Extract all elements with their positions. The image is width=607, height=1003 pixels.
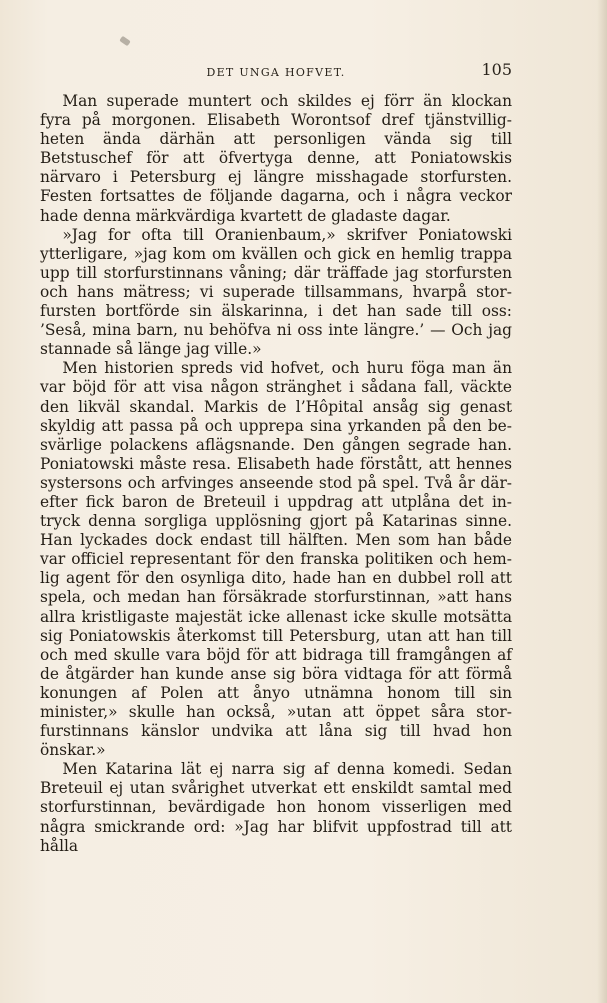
- ink-speck: [119, 36, 131, 47]
- running-title: DET UNGA HOFVET.: [206, 66, 346, 79]
- paragraph: Man superade muntert och skildes ej förr än klockan fyra på morgonen. Elisabeth Worontsof dref tjänstvilligheten ända därhän att personligen vända sig till Betstuschef för att öfvertyga denne, att Poniatowskis närvaro i Petersburg ej längre misshagade storfursten. Festen fortsattes de följande dagarna, och i några veckor hade denna märkvärdiga kvartett de gladaste dagar.: [40, 92, 512, 225]
- paragraph: »Jag for ofta till Oranienbaum,» skrifver Poniatowski ytterligare, »jag kom om kvällen och gick en hemlig trappa upp till storfurstinnans våning; där träffade jag storfursten och hans mätress; vi superade tillsammans, hvarpå storfursten bortförde sin älskarinna, i det han sade till oss: ’Seså, mina barn, nu behöfva ni oss inte längre.’ — Och jag stannade så länge jag ville.»: [40, 225, 512, 359]
- paragraph: Men historien spreds vid hofvet, och huru föga man än var böjd för att visa någon stränghet i sådana fall, väckte den likväl skandal. Markis de l’Hôpital ansåg sig genast skyldig att passa på och upprepa sina yrkanden på den besvärlige polackens aflägsnande. Den gången segrade han. Poniatowski måste resa. Elisabeth hade förstått, att hennes systersons och arfvinges anseende stod på spel. Två år därefter fick baron de Breteuil i uppdrag att utplåna det intryck denna sorgliga upplösning gjort på Katarinas sinne. Han lyckades dock endast till hälften. Men som han både var officiel representant för den franska politiken och hemlig agent för den osynliga dito, hade han en dubbel roll att spela, och medan han försäkrade storfurstinnan, »att hans allra kristligaste majestät icke allenast icke skulle motsätta sig Poniatowskis återkomst till Petersburg, utan att han till och med skulle vara böjd för att bidraga till framgången af de åtgärder han kunde anse sig böra vidtaga för att förmå konungen af Polen att ånyo utnämna honom till sin minister,» skulle han också, »utan att öppet såra storfurstinnans känslor undvika att låna sig till hvad hon önskar.»: [40, 359, 512, 760]
- paragraph: Men Katarina lät ej narra sig af denna komedi. Sedan Breteuil ej utan svårighet utverkat ett enskildt samtal med storfurstinnan, bevärdigade hon honom visserligen med några smickrande ord: »Jag har blifvit uppfostrad till att hålla: [40, 760, 512, 855]
- page-edge-shadow: [597, 0, 607, 1003]
- page-number: 105: [481, 60, 512, 79]
- page-header: [40, 60, 512, 88]
- body-text: [40, 92, 512, 856]
